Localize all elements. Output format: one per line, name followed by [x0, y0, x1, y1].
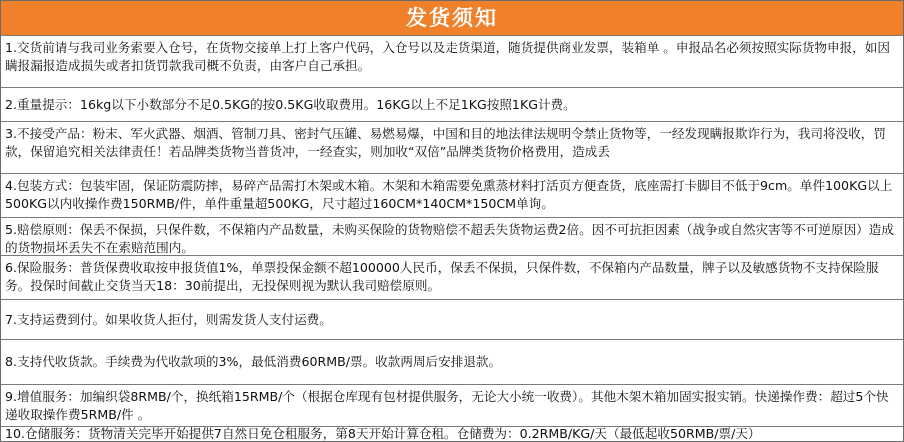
notice-item-10: 10.仓储服务：货物清关完毕开始提供7自然日免仓租服务，第8天开始计算仓租。仓储费为：0.2RMB/KG/天（最低起收50RMB/票/天）: [1, 426, 903, 441]
notice-item-5: 5.赔偿原则：保丢不保损，只保件数，不保箱内产品数量，未购买保险的货物赔偿不超丢失货物运费2倍。因不可抗拒因素（战争或自然灾害等不可逆原因）造成的货物损坏丢失不在索赔范围内。: [1, 217, 903, 255]
notice-item-1: 1.交货前请与我司业务索要入仓号，在货物交接单上打上客户代码，入仓号以及走货渠道，随货提供商业发票，装箱单 。申报品名必须按照实际货物申报，如因瞒报漏报造成损失或者扣货罚款我司概不负责，由客户自己承担。: [1, 35, 903, 87]
notice-item-2: 2.重量提示：16kg以下小数部分不足0.5KG的按0.5KG收取费用。16KG以上不足1KG按照1KG计费。: [1, 87, 903, 121]
notice-item-4: 4.包装方式：包装牢固，保证防震防摔，易碎产品需打木架或木箱。木架和木箱需要免熏蒸材料打活页方便查货，底座需打卡脚目不低于9cm。单件100KG以上500KG以内收操作费150RMB/件，单件重量超500KG，尺寸超过160CM*140CM*150CM单询。: [1, 173, 903, 217]
notice-item-9: 9.增值服务：加编织袋8RMB/个，换纸箱15RMB/个（根据仓库现有包材提供服务，无论大小统一收费）。其他木架木箱加固实报实销。快递操作费：超过5个快递收取操作费5RMB/件 。: [1, 384, 903, 426]
notice-item-8: 8.支持代收货款。手续费为代收款项的3%，最低消费60RMB/票。收款两周后安排退款。: [1, 339, 903, 384]
notice-item-3: 3.不接受产品：粉末、军火武器、烟酒、管制刀具、密封气压罐、易燃易爆，中国和目的地法律法规明令禁止货物等，一经发现瞒报欺诈行为，我司将没收，罚款，保留追究相关法律责任！若品牌类货物当普货冲，一经查实，则加收“双倍”品牌类货物价格费用，造成丢: [1, 121, 903, 173]
notice-item-6: 6.保险服务：普货保费收取按申报货值1%，单票投保金额不超100000人民币，保丢不保损，只保件数，不保箱内产品数量，牌子以及敏感货物不支持保险服务。投保时间截止交货当天18：30前提出，无投保则视为默认我司赔偿原则。: [1, 255, 903, 299]
notice-item-7: 7.支持运费到付。如果收货人拒付，则需发货人支付运费。: [1, 299, 903, 339]
notice-title: 发货须知: [1, 1, 903, 35]
